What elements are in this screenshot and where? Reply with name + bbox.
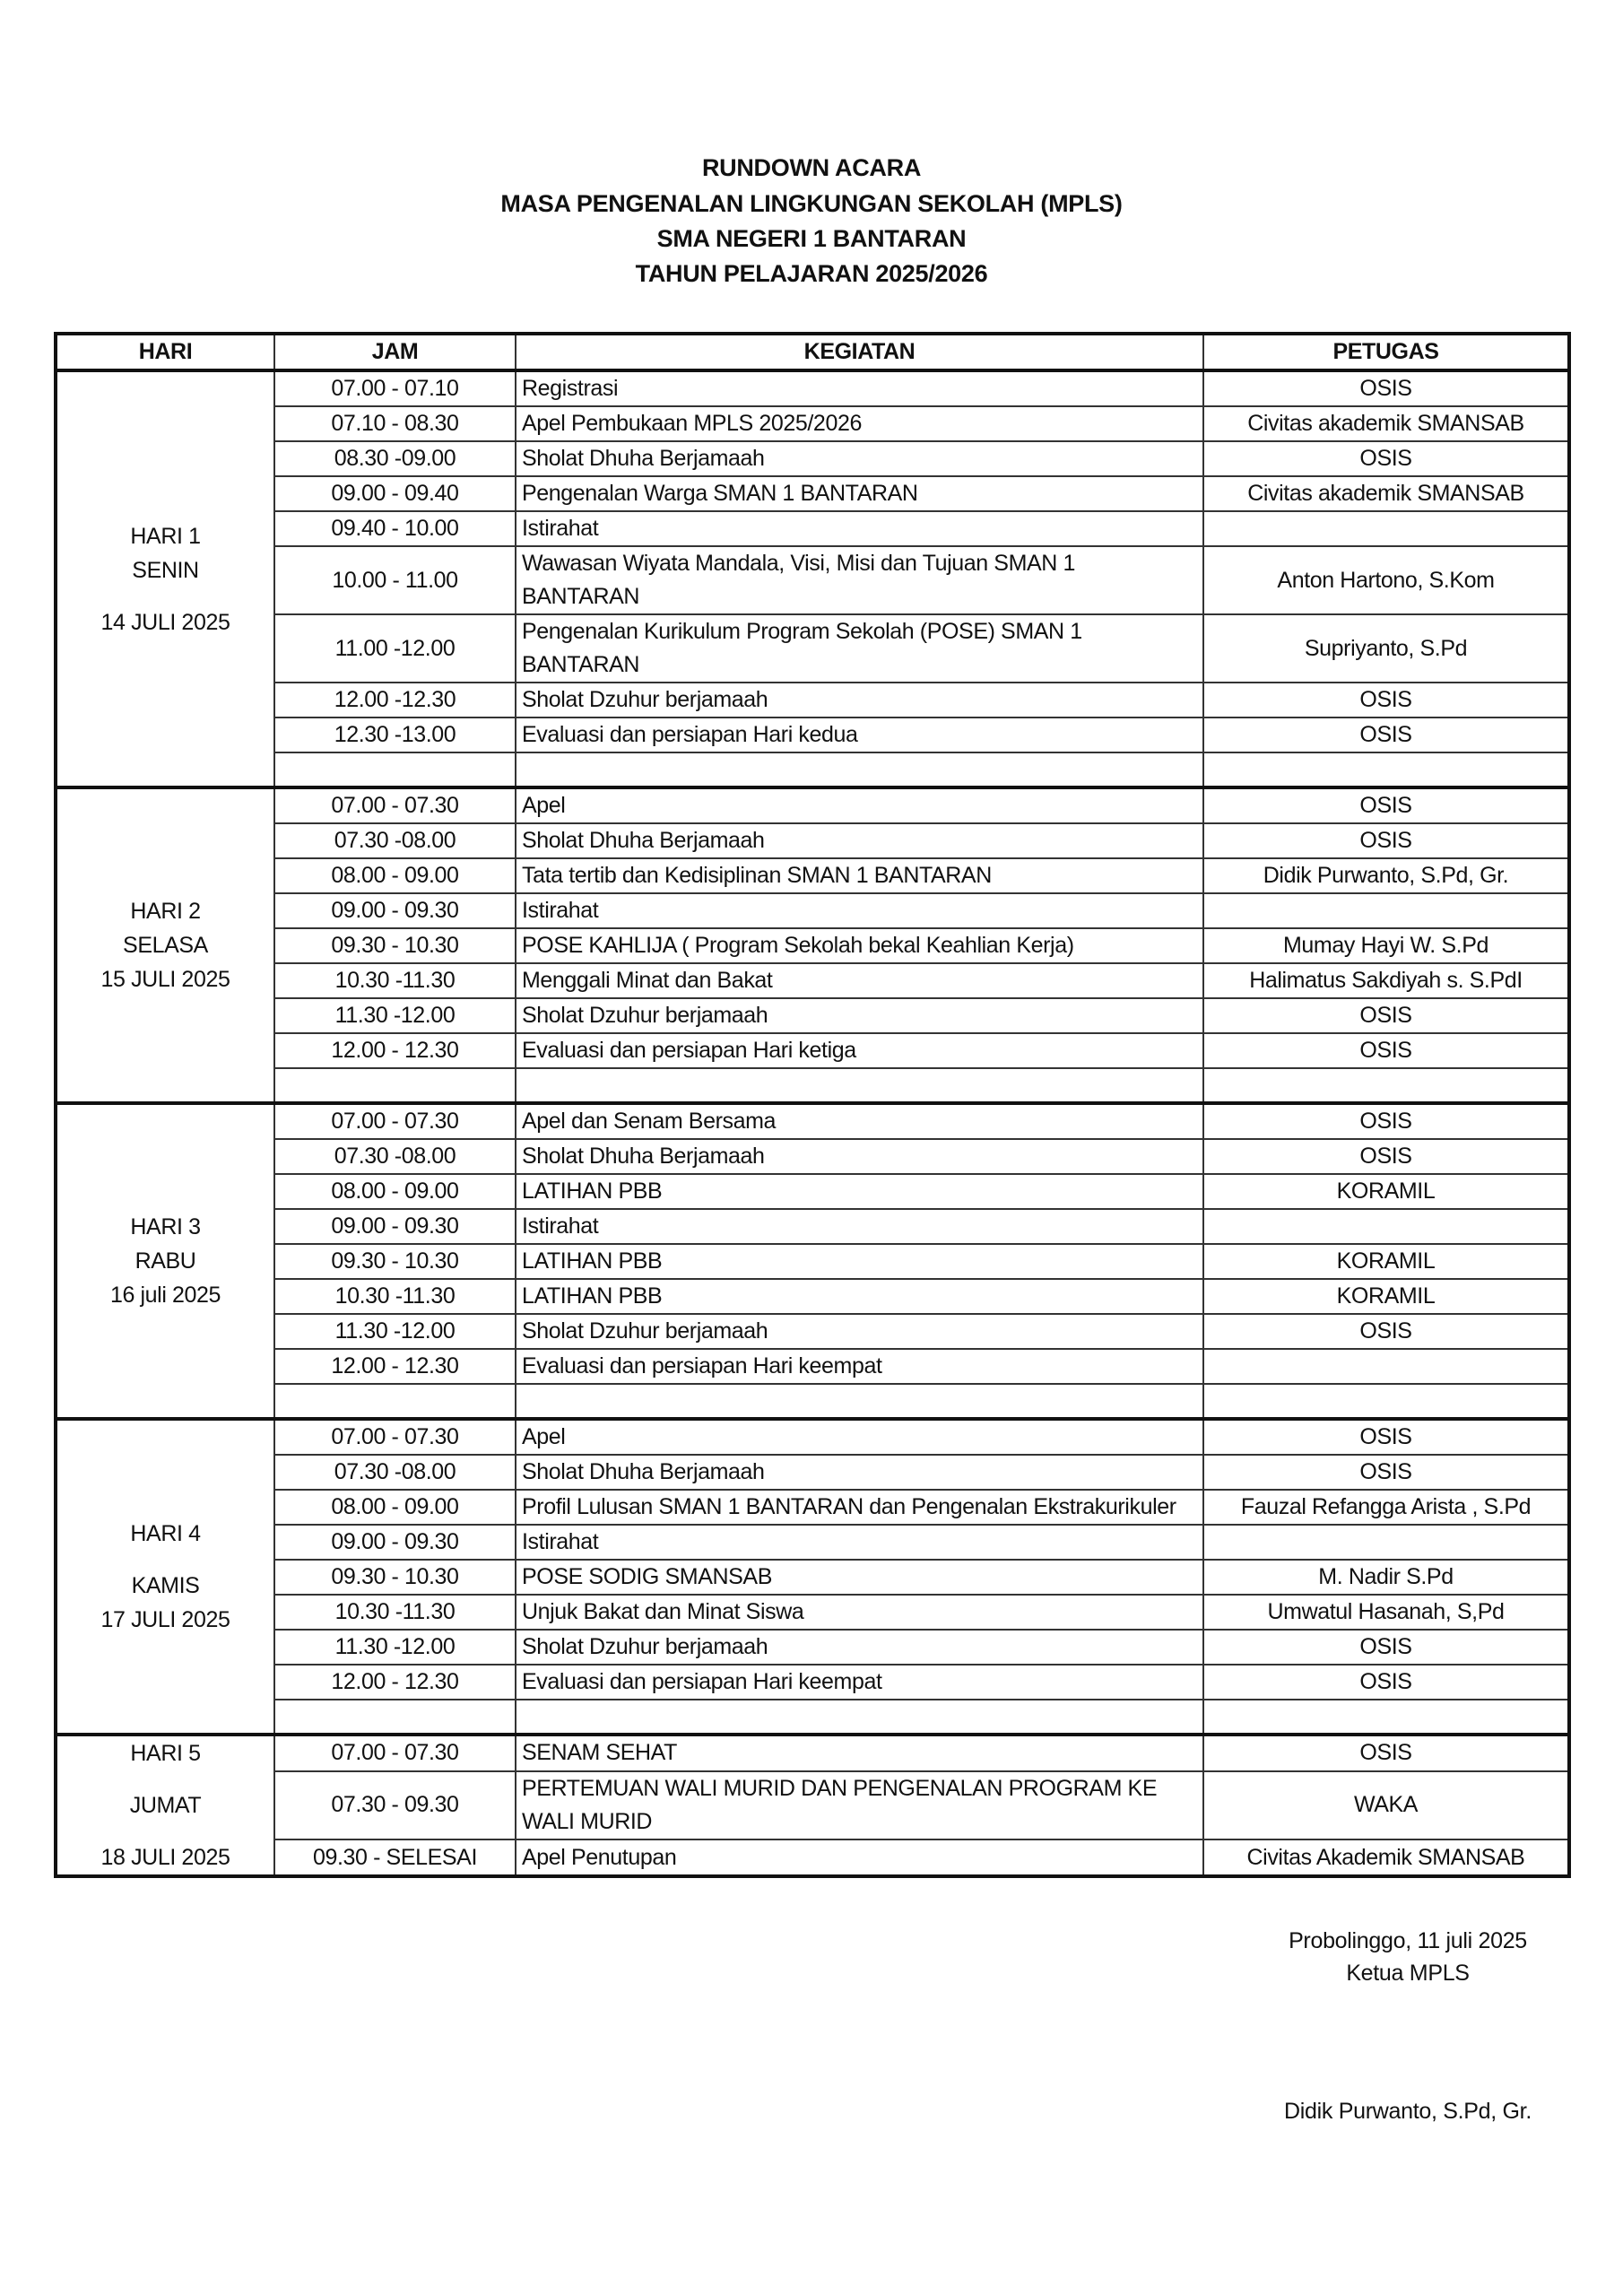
doc-subtitle-event: MASA PENGENALAN LINGKUNGAN SEKOLAH (MPLS): [500, 190, 1123, 217]
col-header-petugas: PETUGAS: [1203, 334, 1569, 370]
activity-cell: Evaluasi dan persiapan Hari kedua: [516, 718, 1203, 752]
time-cell: 11.00 -12.00: [274, 614, 516, 683]
day-cell: [56, 1735, 274, 1876]
officer-cell: Fauzal Refangga Arista , S.Pd: [1203, 1490, 1569, 1525]
table-row: [56, 441, 1569, 476]
day-name: KAMIS: [131, 1573, 200, 1598]
table-row: [56, 546, 1569, 614]
officer-cell: KORAMIL: [1203, 1174, 1569, 1209]
officer-cell: OSIS: [1203, 1419, 1569, 1455]
time-cell: 10.30 -11.30: [274, 1595, 516, 1630]
officer-cell: OSIS: [1203, 1735, 1569, 1771]
table-row: [56, 1700, 1569, 1735]
time-cell: 08.00 - 09.00: [274, 858, 516, 893]
activity-cell: PERTEMUAN WALI MURID DAN PENGENALAN PROGRAM KE WALI MURID: [516, 1771, 1203, 1840]
table-row: [56, 1033, 1569, 1068]
table-row: [56, 1560, 1569, 1595]
time-cell: 09.30 - 10.30: [274, 1244, 516, 1279]
officer-cell: Civitas akademik SMANSAB: [1203, 406, 1569, 441]
officer-cell: Anton Hartono, S.Kom: [1203, 546, 1569, 614]
time-cell: 07.30 -08.00: [274, 1455, 516, 1490]
activity-cell: [516, 1384, 1203, 1419]
officer-cell: [1203, 752, 1569, 787]
officer-cell: OSIS: [1203, 823, 1569, 858]
activity-cell: Istirahat: [516, 511, 1203, 546]
activity-cell: Sholat Dhuha Berjamaah: [516, 823, 1203, 858]
table-row: [56, 1455, 1569, 1490]
officer-cell: OSIS: [1203, 1630, 1569, 1665]
time-cell: 12.30 -13.00: [274, 718, 516, 752]
table-row: [56, 718, 1569, 752]
officer-cell: Supriyanto, S.Pd: [1203, 614, 1569, 683]
time-cell: 11.30 -12.00: [274, 998, 516, 1033]
table-header-row: [56, 334, 1569, 370]
activity-cell: Istirahat: [516, 1525, 1203, 1560]
activity-cell: [516, 1700, 1203, 1735]
officer-cell: M. Nadir S.Pd: [1203, 1560, 1569, 1595]
day-name: SELASA: [123, 933, 208, 958]
activity-cell: Apel dan Senam Bersama: [516, 1103, 1203, 1139]
officer-cell: OSIS: [1203, 683, 1569, 718]
day-date: 18 JULI 2025: [100, 1845, 230, 1870]
officer-cell: [1203, 1068, 1569, 1103]
activity-cell: Istirahat: [516, 893, 1203, 928]
officer-cell: KORAMIL: [1203, 1279, 1569, 1314]
table-row: [56, 1279, 1569, 1314]
day-cell-spacer: [63, 587, 268, 605]
day-date: 15 JULI 2025: [100, 967, 230, 992]
time-cell: 09.30 - 10.30: [274, 928, 516, 963]
table-row: [56, 1525, 1569, 1560]
activity-cell: LATIHAN PBB: [516, 1174, 1203, 1209]
activity-cell: [516, 752, 1203, 787]
activity-cell: Sholat Dzuhur berjamaah: [516, 1630, 1203, 1665]
table-row: [56, 683, 1569, 718]
time-cell: 10.30 -11.30: [274, 963, 516, 998]
table-row: [56, 1174, 1569, 1209]
col-header-kegiatan: KEGIATAN: [516, 334, 1203, 370]
activity-cell: Unjuk Bakat dan Minat Siswa: [516, 1595, 1203, 1630]
time-cell: 09.00 - 09.30: [274, 1525, 516, 1560]
table-row: [56, 1314, 1569, 1349]
day-date: 16 juli 2025: [109, 1283, 221, 1308]
activity-cell: Registrasi: [516, 370, 1203, 406]
day-number: HARI 5: [130, 1741, 201, 1766]
officer-cell: OSIS: [1203, 1103, 1569, 1139]
activity-cell: Apel: [516, 787, 1203, 823]
time-cell: [274, 1068, 516, 1103]
officer-cell: OSIS: [1203, 1314, 1569, 1349]
table-row: [56, 1384, 1569, 1419]
activity-cell: Sholat Dhuha Berjamaah: [516, 1139, 1203, 1174]
day-name: RABU: [135, 1248, 196, 1274]
time-cell: [274, 1700, 516, 1735]
day-number: HARI 2: [130, 899, 201, 924]
activity-cell: Pengenalan Kurikulum Program Sekolah (POSE) SMAN 1 BANTARAN: [516, 614, 1203, 683]
activity-cell: Tata tertib dan Kedisiplinan SMAN 1 BANTARAN: [516, 858, 1203, 893]
time-cell: 09.30 - 10.30: [274, 1560, 516, 1595]
table-row: [56, 998, 1569, 1033]
activity-cell: Wawasan Wiyata Mandala, Visi, Misi dan Tujuan SMAN 1 BANTARAN: [516, 546, 1203, 614]
officer-cell: OSIS: [1203, 1033, 1569, 1068]
table-row: [56, 511, 1569, 546]
activity-cell: Istirahat: [516, 1209, 1203, 1244]
table-row: [56, 787, 1569, 823]
activity-cell: Evaluasi dan persiapan Hari keempat: [516, 1665, 1203, 1700]
time-cell: 12.00 - 12.30: [274, 1033, 516, 1068]
officer-cell: Mumay Hayi W. S.Pd: [1203, 928, 1569, 963]
time-cell: 07.30 -08.00: [274, 823, 516, 858]
day-name: SENIN: [132, 557, 199, 583]
table-row: [56, 370, 1569, 406]
table-row: [56, 1490, 1569, 1525]
table-row: [56, 928, 1569, 963]
time-cell: 07.00 - 07.30: [274, 1735, 516, 1771]
activity-cell: Sholat Dhuha Berjamaah: [516, 441, 1203, 476]
time-cell: 12.00 - 12.30: [274, 1665, 516, 1700]
officer-cell: OSIS: [1203, 787, 1569, 823]
activity-cell: LATIHAN PBB: [516, 1244, 1203, 1279]
table-row: [56, 1839, 1569, 1876]
col-header-jam: JAM: [274, 334, 516, 370]
activity-cell: Apel Pembukaan MPLS 2025/2026: [516, 406, 1203, 441]
day-cell: [56, 1419, 274, 1735]
activity-cell: [516, 1068, 1203, 1103]
time-cell: [274, 752, 516, 787]
officer-cell: OSIS: [1203, 1455, 1569, 1490]
time-cell: 10.00 - 11.00: [274, 546, 516, 614]
time-cell: 08.30 -09.00: [274, 441, 516, 476]
table-row: [56, 1771, 1569, 1840]
day-cell: [56, 787, 274, 1103]
signature-place-date: Probolinggo, 11 juli 2025: [1289, 1928, 1527, 1953]
table-row: [56, 614, 1569, 683]
activity-cell: Evaluasi dan persiapan Hari keempat: [516, 1349, 1203, 1384]
officer-cell: Civitas Akademik SMANSAB: [1203, 1839, 1569, 1876]
officer-cell: KORAMIL: [1203, 1244, 1569, 1279]
day-cell-spacer: [63, 1551, 268, 1569]
time-cell: 11.30 -12.00: [274, 1314, 516, 1349]
officer-cell: [1203, 893, 1569, 928]
activity-cell: LATIHAN PBB: [516, 1279, 1203, 1314]
doc-subtitle-year: TAHUN PELAJARAN 2025/2026: [635, 260, 988, 287]
time-cell: 11.30 -12.00: [274, 1630, 516, 1665]
officer-cell: Civitas akademik SMANSAB: [1203, 476, 1569, 511]
time-cell: 12.00 -12.30: [274, 683, 516, 718]
day-name: JUMAT: [129, 1793, 202, 1818]
officer-cell: [1203, 1700, 1569, 1735]
day-date: 14 JULI 2025: [100, 609, 230, 635]
time-cell: [274, 1384, 516, 1419]
day-number: HARI 3: [130, 1214, 201, 1239]
table-row: [56, 752, 1569, 787]
activity-cell: Menggali Minat dan Bakat: [516, 963, 1203, 998]
activity-cell: Apel Penutupan: [516, 1839, 1203, 1876]
officer-cell: OSIS: [1203, 1665, 1569, 1700]
time-cell: 07.10 - 08.30: [274, 406, 516, 441]
time-cell: 09.00 - 09.30: [274, 1209, 516, 1244]
time-cell: 08.00 - 09.00: [274, 1490, 516, 1525]
activity-cell: Pengenalan Warga SMAN 1 BANTARAN: [516, 476, 1203, 511]
table-row: [56, 406, 1569, 441]
officer-cell: OSIS: [1203, 441, 1569, 476]
time-cell: 07.00 - 07.30: [274, 1103, 516, 1139]
activity-cell: Evaluasi dan persiapan Hari ketiga: [516, 1033, 1203, 1068]
day-cell-spacer: [63, 1822, 268, 1840]
activity-cell: Sholat Dhuha Berjamaah: [516, 1455, 1203, 1490]
day-number: HARI 4: [130, 1521, 201, 1546]
time-cell: 07.30 -08.00: [274, 1139, 516, 1174]
doc-subtitle-school: SMA NEGERI 1 BANTARAN: [656, 225, 967, 252]
time-cell: 09.30 - SELESAI: [274, 1839, 516, 1876]
time-cell: 10.30 -11.30: [274, 1279, 516, 1314]
time-cell: 07.00 - 07.30: [274, 1419, 516, 1455]
day-number: HARI 1: [130, 523, 201, 549]
time-cell: 09.40 - 10.00: [274, 511, 516, 546]
table-row: [56, 1349, 1569, 1384]
officer-cell: OSIS: [1203, 1139, 1569, 1174]
doc-title: RUNDOWN ACARA: [701, 154, 922, 181]
table-row: [56, 1630, 1569, 1665]
officer-cell: [1203, 1349, 1569, 1384]
table-row: [56, 1068, 1569, 1103]
activity-cell: Apel: [516, 1419, 1203, 1455]
table-row: [56, 1595, 1569, 1630]
table-row: [56, 1209, 1569, 1244]
activity-cell: SENAM SEHAT: [516, 1735, 1203, 1771]
time-cell: 07.00 - 07.10: [274, 370, 516, 406]
officer-cell: OSIS: [1203, 998, 1569, 1033]
officer-cell: [1203, 1209, 1569, 1244]
activity-cell: Profil Lulusan SMAN 1 BANTARAN dan Pengenalan Ekstrakurikuler: [516, 1490, 1203, 1525]
time-cell: 09.00 - 09.40: [274, 476, 516, 511]
table-row: [56, 963, 1569, 998]
day-cell: [56, 370, 274, 787]
time-cell: 07.00 - 07.30: [274, 787, 516, 823]
signature-name: Didik Purwanto, S.Pd, Gr.: [1284, 2099, 1532, 2124]
activity-cell: POSE SODIG SMANSAB: [516, 1560, 1203, 1595]
rundown-table: [54, 332, 1571, 1878]
day-cell: [56, 1103, 274, 1419]
table-row: [56, 893, 1569, 928]
day-cell-spacer: [63, 1770, 268, 1788]
officer-cell: OSIS: [1203, 718, 1569, 752]
officer-cell: [1203, 1525, 1569, 1560]
time-cell: 09.00 - 09.30: [274, 893, 516, 928]
table-row: [56, 1244, 1569, 1279]
table-row: [56, 1139, 1569, 1174]
officer-cell: [1203, 511, 1569, 546]
table-row: [56, 858, 1569, 893]
officer-cell: Umwatul Hasanah, S,Pd: [1203, 1595, 1569, 1630]
activity-cell: Sholat Dzuhur berjamaah: [516, 998, 1203, 1033]
table-row: [56, 823, 1569, 858]
day-date: 17 JULI 2025: [100, 1607, 230, 1632]
time-cell: 07.30 - 09.30: [274, 1771, 516, 1840]
officer-cell: Didik Purwanto, S.Pd, Gr.: [1203, 858, 1569, 893]
table-row: [56, 1419, 1569, 1455]
officer-cell: OSIS: [1203, 370, 1569, 406]
col-header-hari: HARI: [56, 334, 274, 370]
table-row: [56, 1735, 1569, 1771]
table-row: [56, 476, 1569, 511]
time-cell: 12.00 - 12.30: [274, 1349, 516, 1384]
activity-cell: Sholat Dzuhur berjamaah: [516, 1314, 1203, 1349]
rundown-body: [56, 370, 1569, 1876]
activity-cell: Sholat Dzuhur berjamaah: [516, 683, 1203, 718]
time-cell: 08.00 - 09.00: [274, 1174, 516, 1209]
signature-role: Ketua MPLS: [1346, 1961, 1470, 1986]
officer-cell: Halimatus Sakdiyah s. S.PdI: [1203, 963, 1569, 998]
officer-cell: WAKA: [1203, 1771, 1569, 1840]
officer-cell: [1203, 1384, 1569, 1419]
activity-cell: POSE KAHLIJA ( Program Sekolah bekal Keahlian Kerja): [516, 928, 1203, 963]
table-row: [56, 1665, 1569, 1700]
table-row: [56, 1103, 1569, 1139]
